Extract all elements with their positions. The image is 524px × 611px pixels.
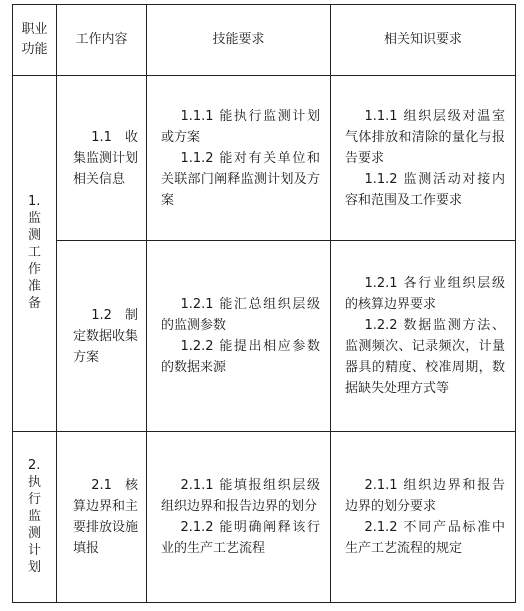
knowledge-item: 1.1.1 组织层级对温室气体排放和清除的量化与报告要求 xyxy=(345,108,505,166)
table-row xyxy=(13,76,516,241)
table-row xyxy=(13,432,516,603)
content-cell xyxy=(57,432,147,603)
knowledge-cell xyxy=(331,241,516,432)
table-header-row xyxy=(13,5,516,76)
function-cell-2 xyxy=(13,432,57,603)
skill-item: 2.1.2 能明确阐释该行业的生产工艺流程 xyxy=(161,520,320,556)
header-skills: 技能要求 xyxy=(147,5,331,76)
knowledge-cell xyxy=(331,76,516,241)
content-cell xyxy=(57,76,147,241)
function-cell-1 xyxy=(13,76,57,432)
content-cell xyxy=(57,241,147,432)
skill-item: 1.1.1 能执行监测计划或方案 xyxy=(161,108,320,145)
header-function-label: 职业 功能 xyxy=(21,22,48,57)
knowledge-item: 1.2.1 各行业组织层级的核算边界要求 xyxy=(345,276,505,312)
skill-item: 1.2.2 能提出相应参数的数据来源 xyxy=(161,339,320,375)
knowledge-item: 1.2.2 数据监测方法、监测频次、记录频次，计量器具的精度、校准周期，数据缺失处理方式等 xyxy=(345,318,505,396)
skill-item: 2.1.1 能填报组织层级组织边界和报告边界的划分 xyxy=(161,478,320,514)
work-content: 1.2 制定数据收集方案 xyxy=(73,307,139,365)
work-content: 2.1 核算边界和主要排放设施填报 xyxy=(73,478,139,556)
knowledge-cell xyxy=(331,432,516,603)
skill-item: 1.1.2 能对有关单位和关联部门阐释监测计划及方案 xyxy=(161,150,320,208)
table-row xyxy=(13,241,516,432)
skill-item: 1.2.1 能汇总组织层级的监测参数 xyxy=(161,297,320,333)
skills-cell xyxy=(147,432,331,603)
header-function xyxy=(13,5,57,76)
skills-cell xyxy=(147,76,331,241)
header-knowledge: 相关知识要求 xyxy=(331,5,516,76)
function-label: 1. 监 测 工 作 准 备 xyxy=(27,194,41,311)
function-label: 2. 执 行 监 测 计 划 xyxy=(27,457,41,575)
header-content: 工作内容 xyxy=(57,5,147,76)
occupational-skill-table xyxy=(12,4,516,603)
work-content: 1.1 收集监测计划相关信息 xyxy=(73,129,139,187)
knowledge-item: 2.1.1 组织边界和报告边界的划分要求 xyxy=(345,478,505,514)
skills-cell xyxy=(147,241,331,432)
knowledge-item: 1.1.2 监测活动对接内容和范围及工作要求 xyxy=(345,171,505,208)
knowledge-item: 2.1.2 不同产品标准中生产工艺流程的规定 xyxy=(345,520,505,556)
